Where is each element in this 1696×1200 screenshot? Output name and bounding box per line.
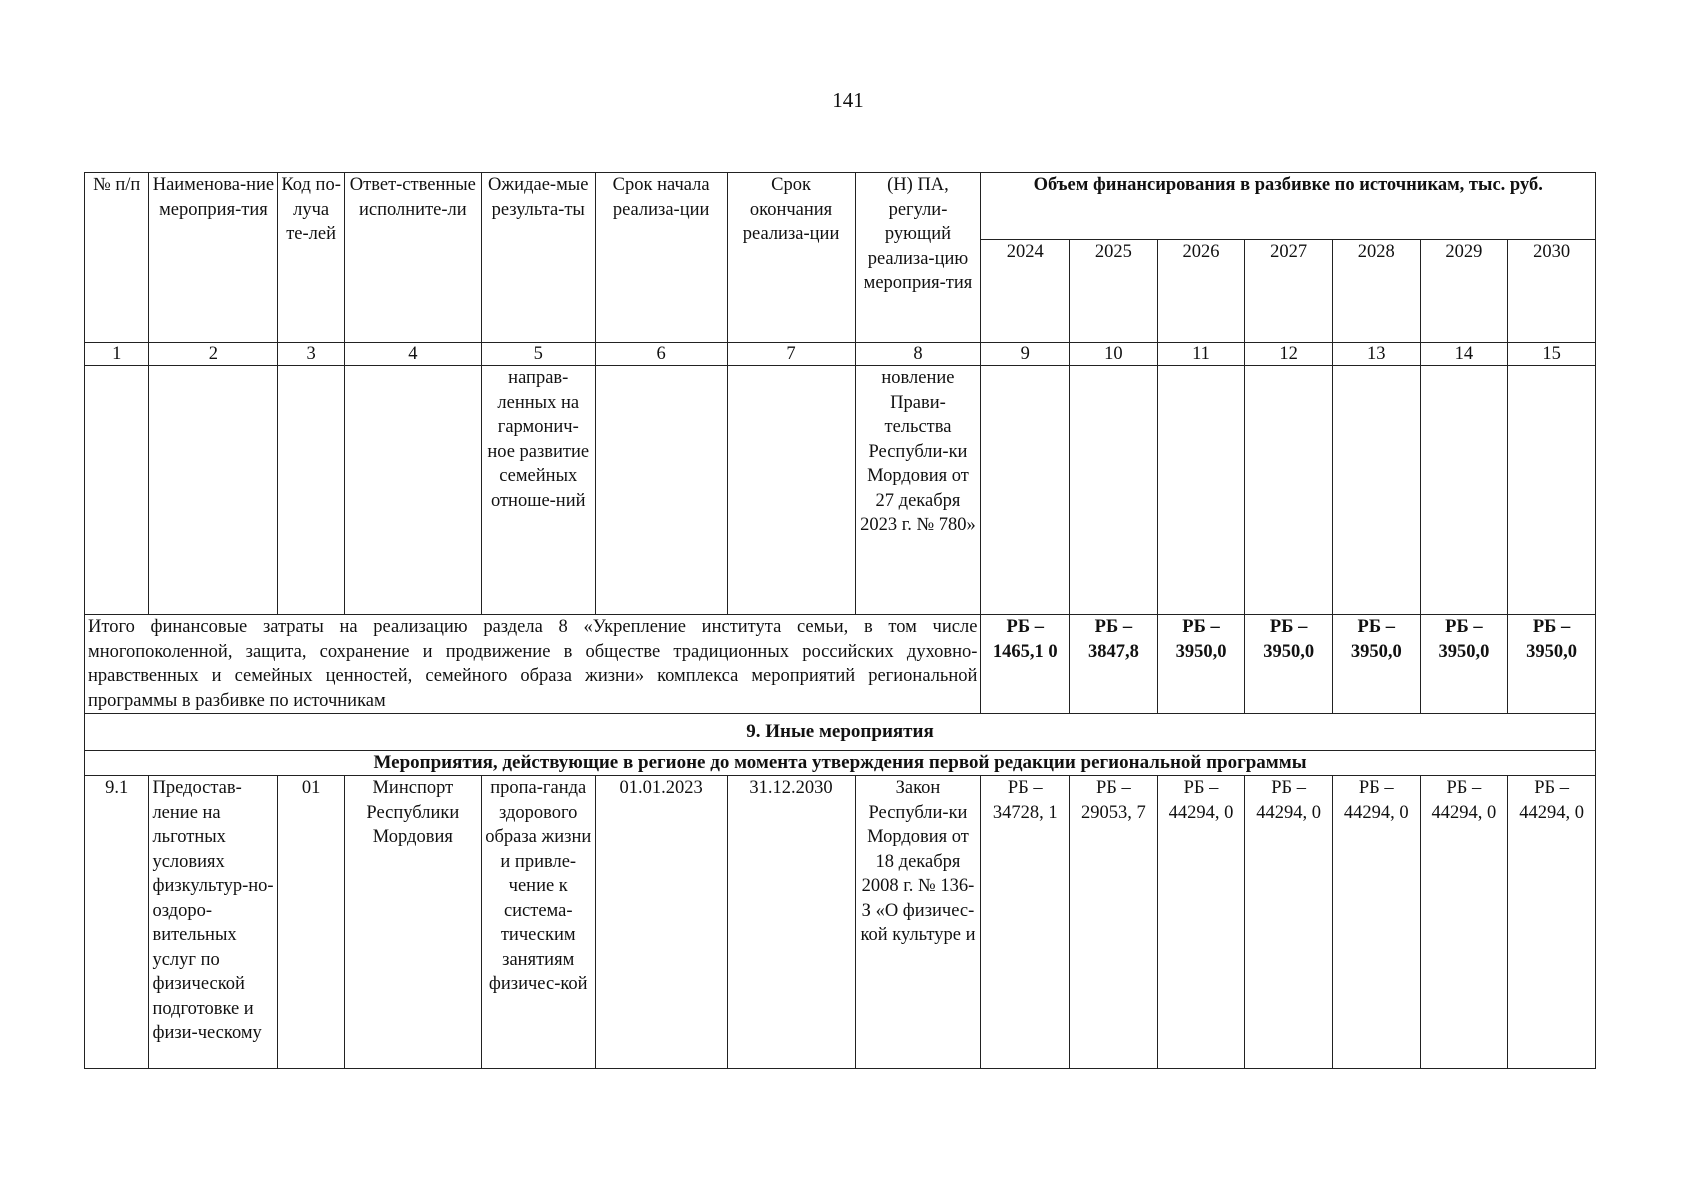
empty-cell <box>1332 366 1420 615</box>
empty-cell <box>1157 366 1245 615</box>
empty-cell <box>727 366 855 615</box>
header-finance: Объем финансирования в разбивке по источникам, тыс. руб. <box>981 173 1596 240</box>
column-number-row <box>85 343 1596 366</box>
row-code: 01 <box>278 776 344 1069</box>
row-name: Предостав-ление на льготных условиях физкультур-но-оздоро-вительных услуг по физической подготовке и физи-ческому <box>149 776 278 1069</box>
empty-cell <box>1508 366 1596 615</box>
total-value: РБ – 3950,0 <box>1420 615 1508 714</box>
row-value: РБ – 34728, 1 <box>981 776 1070 1069</box>
header-act: (Н) ПА, регули-рующий реализа-цию мероприя-тия <box>855 173 981 343</box>
table-row <box>85 776 1596 1069</box>
column-number: 6 <box>595 343 727 366</box>
row-value: РБ – 44294, 0 <box>1420 776 1508 1069</box>
row-start-date: 01.01.2023 <box>595 776 727 1069</box>
header-year: 2024 <box>981 240 1070 343</box>
header-row <box>85 173 1596 240</box>
column-number: 11 <box>1157 343 1245 366</box>
total-label: Итого финансовые затраты на реализацию раздела 8 «Укрепление института семьи, в том числе многопоколенной, защита, сохранение и продвижение в обществе традиционных российских духовно-нравственных и семейных ценностей, семейного образа жизни» комплекса мероприятий региональной программы в разбивке по источникам <box>85 615 981 714</box>
empty-cell <box>278 366 344 615</box>
empty-cell <box>981 366 1070 615</box>
column-number: 5 <box>481 343 595 366</box>
column-number: 13 <box>1332 343 1420 366</box>
page-number: 141 <box>832 88 864 112</box>
total-row <box>85 615 1596 714</box>
header-year: 2026 <box>1157 240 1245 343</box>
subsection-title: Мероприятия, действующие в регионе до момента утверждения первой редакции региональной программы <box>85 751 1596 776</box>
header-num: № п/п <box>85 173 149 343</box>
total-value: РБ – 3950,0 <box>1245 615 1333 714</box>
header-name: Наименова-ние мероприя-тия <box>149 173 278 343</box>
column-number: 9 <box>981 343 1070 366</box>
total-value: РБ – 3950,0 <box>1508 615 1596 714</box>
continuation-results: направ-ленных на гармонич-ное развитие семейных отноше-ний <box>481 366 595 615</box>
empty-cell <box>1420 366 1508 615</box>
row-value: РБ – 44294, 0 <box>1332 776 1420 1069</box>
continuation-act: новление Прави-тельства Республи-ки Мордовия от 27 декабря 2023 г. № 780» <box>855 366 981 615</box>
header-year: 2028 <box>1332 240 1420 343</box>
empty-cell <box>595 366 727 615</box>
row-act: Закон Республи-ки Мордовия от 18 декабря 2008 г. № 136-З «О физичес-кой культуре и <box>855 776 981 1069</box>
empty-cell <box>344 366 481 615</box>
header-code: Код по-луча те-лей <box>278 173 344 343</box>
header-year: 2025 <box>1070 240 1158 343</box>
empty-cell <box>1245 366 1333 615</box>
column-number: 3 <box>278 343 344 366</box>
empty-cell <box>85 366 149 615</box>
total-value: РБ – 1465,1 0 <box>981 615 1070 714</box>
header-year: 2030 <box>1508 240 1596 343</box>
subsection-row <box>85 751 1596 776</box>
empty-cell <box>149 366 278 615</box>
total-value: РБ – 3950,0 <box>1332 615 1420 714</box>
column-number: 4 <box>344 343 481 366</box>
column-number: 8 <box>855 343 981 366</box>
header-results: Ожидае-мые результа-ты <box>481 173 595 343</box>
header-year: 2027 <box>1245 240 1333 343</box>
section-row <box>85 714 1596 751</box>
column-number: 7 <box>727 343 855 366</box>
program-table <box>84 172 1596 1069</box>
row-results: пропа-ганда здорового образа жизни и привле-чение к система-тическим занятиям физичес-кой <box>481 776 595 1069</box>
header-responsible: Ответ-ственные исполните-ли <box>344 173 481 343</box>
header-year: 2029 <box>1420 240 1508 343</box>
header-start: Срок начала реализа-ции <box>595 173 727 343</box>
row-value: РБ – 29053, 7 <box>1070 776 1158 1069</box>
total-value: РБ – 3950,0 <box>1157 615 1245 714</box>
column-number: 12 <box>1245 343 1333 366</box>
row-num: 9.1 <box>85 776 149 1069</box>
row-end-date: 31.12.2030 <box>727 776 855 1069</box>
total-value: РБ – 3847,8 <box>1070 615 1158 714</box>
row-value: РБ – 44294, 0 <box>1245 776 1333 1069</box>
continuation-row <box>85 366 1596 615</box>
column-number: 1 <box>85 343 149 366</box>
column-number: 10 <box>1070 343 1158 366</box>
column-number: 14 <box>1420 343 1508 366</box>
section-title: 9. Иные мероприятия <box>85 714 1596 751</box>
row-responsible: Минспорт Республики Мордовия <box>344 776 481 1069</box>
column-number: 2 <box>149 343 278 366</box>
header-end: Срок окончания реализа-ции <box>727 173 855 343</box>
column-number: 15 <box>1508 343 1596 366</box>
empty-cell <box>1070 366 1158 615</box>
row-value: РБ – 44294, 0 <box>1157 776 1245 1069</box>
row-value: РБ – 44294, 0 <box>1508 776 1596 1069</box>
